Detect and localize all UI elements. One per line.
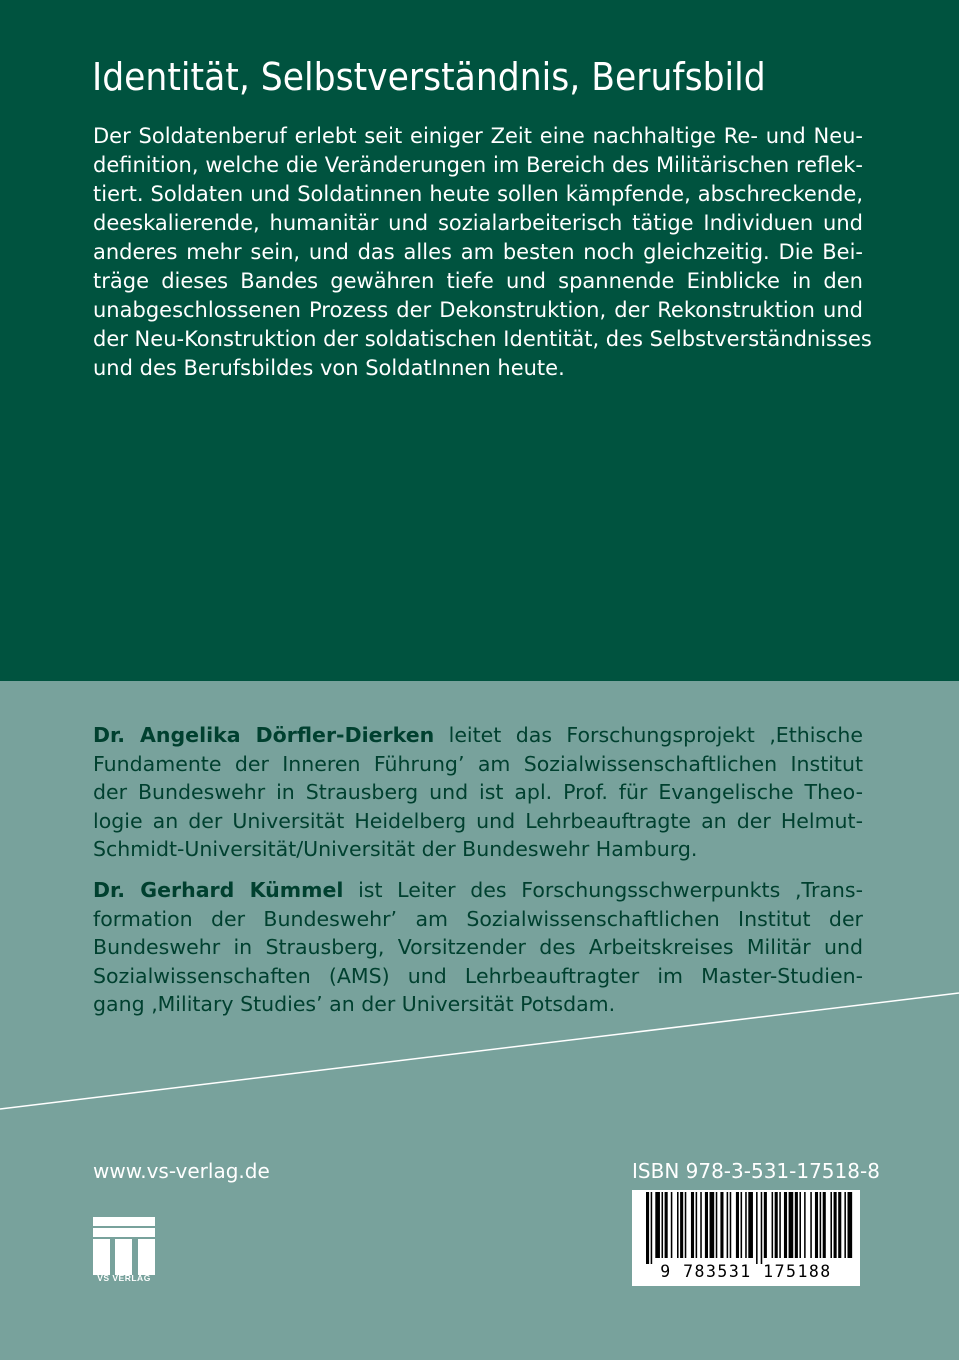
blurb-line: anderes mehr sein, und das alles am besten noch gleichzeitig. Die Bei- [93, 240, 863, 264]
barcode-bar [848, 1192, 853, 1258]
bio-line: der Bundeswehr in Strausberg und ist apl. Prof. für Evangelische Theo- [93, 780, 863, 804]
blurb-line: definition, welche die Veränderungen im Bereich des Militärischen reflek- [93, 153, 863, 177]
author-bio-1 [93, 721, 863, 864]
barcode-bar [799, 1192, 801, 1258]
barcode-bar [823, 1192, 826, 1258]
barcode-bar [772, 1192, 774, 1258]
barcode-bar [700, 1192, 702, 1258]
barcode-bar [677, 1192, 679, 1258]
blurb-line: deeskalierende, humanitär und sozialarbeiterisch tätige Individuen und [93, 211, 863, 235]
barcode-bar [830, 1192, 832, 1258]
barcode-bar [748, 1192, 753, 1258]
blurb-line: der Neu-Konstruktion der soldatischen Identität, des Selbstverständnisses [93, 327, 872, 351]
blurb-line: träge dieses Bandes gewähren tiefe und spannende Einblicke in den [93, 269, 863, 293]
barcode-bar [764, 1192, 767, 1258]
bio-line: logie an der Universität Heidelberg und Lehrbeauftragte an der Helmut- [93, 808, 863, 833]
barcode-bar [685, 1192, 687, 1258]
bio-line: Fundamente der Inneren Führung’ am Sozialwissenschaftlichen Institut [93, 751, 863, 776]
barcode-bar [804, 1192, 806, 1258]
barcode-bar [696, 1192, 698, 1258]
barcode-bar [745, 1192, 747, 1258]
barcode-bar [655, 1192, 660, 1258]
author-name-2: Dr. Gerhard Kümmel [93, 878, 344, 902]
book-title: Identität, Selbstverständnis, Berufsbild [92, 55, 766, 99]
author-name-1: Dr. Angelika Dörfler-Dierken [93, 723, 435, 747]
barcode-bar [730, 1192, 732, 1258]
barcode-bars [636, 1192, 856, 1264]
barcode-bar [662, 1192, 664, 1258]
barcode-bar [665, 1192, 668, 1258]
barcode-bar [710, 1192, 715, 1258]
barcode-bar [779, 1192, 781, 1258]
barcode-bar [789, 1192, 794, 1258]
barcode-bar [727, 1192, 729, 1258]
barcode-bar [705, 1192, 708, 1258]
barcode-bar [844, 1192, 846, 1258]
barcode-bar [741, 1192, 743, 1258]
bio-line [93, 876, 863, 905]
publisher-logo-label: VS VERLAG [97, 1273, 151, 1283]
barcode-bar [720, 1192, 723, 1258]
barcode-bar [691, 1192, 694, 1258]
barcode-digits: 9 783531 175188 [660, 1262, 832, 1281]
barcode-bar [838, 1192, 841, 1258]
barcode-bar [736, 1192, 739, 1258]
barcode-bar [651, 1192, 653, 1264]
isbn-label: ISBN 978-3-531-17518-8 [632, 1159, 880, 1183]
barcode [632, 1190, 860, 1286]
publisher-url[interactable]: www.vs-verlag.de [93, 1159, 270, 1183]
barcode-bar [820, 1192, 822, 1258]
barcode-bar [815, 1192, 818, 1258]
barcode-bar [716, 1192, 718, 1258]
barcode-bar [761, 1192, 763, 1264]
barcode-bar [834, 1192, 837, 1258]
blurb-line: tiert. Soldaten und Soldatinnen heute sollen kämpfende, abschreckende, [93, 182, 863, 206]
bio-line: formation der Bundeswehr’ am Sozialwissenschaftlichen Institut der [93, 906, 863, 931]
barcode-bar [756, 1192, 758, 1264]
barcode-bar [775, 1192, 778, 1258]
barcode-bar [795, 1192, 798, 1258]
diagonal-divider-line [0, 981, 959, 1111]
barcode-bar [680, 1192, 683, 1258]
bio-text: leitet das Forschungsprojekt ‚Ethische [434, 723, 863, 747]
blurb-paragraph [93, 122, 872, 383]
barcode-bar [784, 1192, 787, 1258]
blurb-line: unabgeschlossenen Prozess der Dekonstruktion, der Rekonstruktion und [93, 298, 863, 322]
barcode-bar [671, 1192, 673, 1258]
blurb-line: Der Soldatenberuf erlebt seit einiger Zeit eine nachhaltige Re- und Neu- [93, 124, 863, 148]
bio-text: ist Leiter des Forschungsschwerpunkts ‚Trans- [343, 878, 864, 902]
barcode-bar [646, 1192, 649, 1264]
bio-line: Bundeswehr in Strausberg, Vorsitzender des Arbeitskreises Militär und [93, 935, 863, 959]
bio-line: gang ‚Military Studies’ an der Universität Potsdam. [93, 992, 616, 1016]
blurb-line: und des Berufsbildes von SoldatInnen heute. [93, 356, 565, 380]
bio-line: Schmidt-Universität/Universität der Bundeswehr Hamburg. [93, 837, 698, 861]
bio-line [93, 721, 863, 750]
bio-line: Sozialwissenschaften (AMS) und Lehrbeauftragter im Master-Studien- [93, 963, 863, 988]
barcode-bar [810, 1192, 812, 1258]
